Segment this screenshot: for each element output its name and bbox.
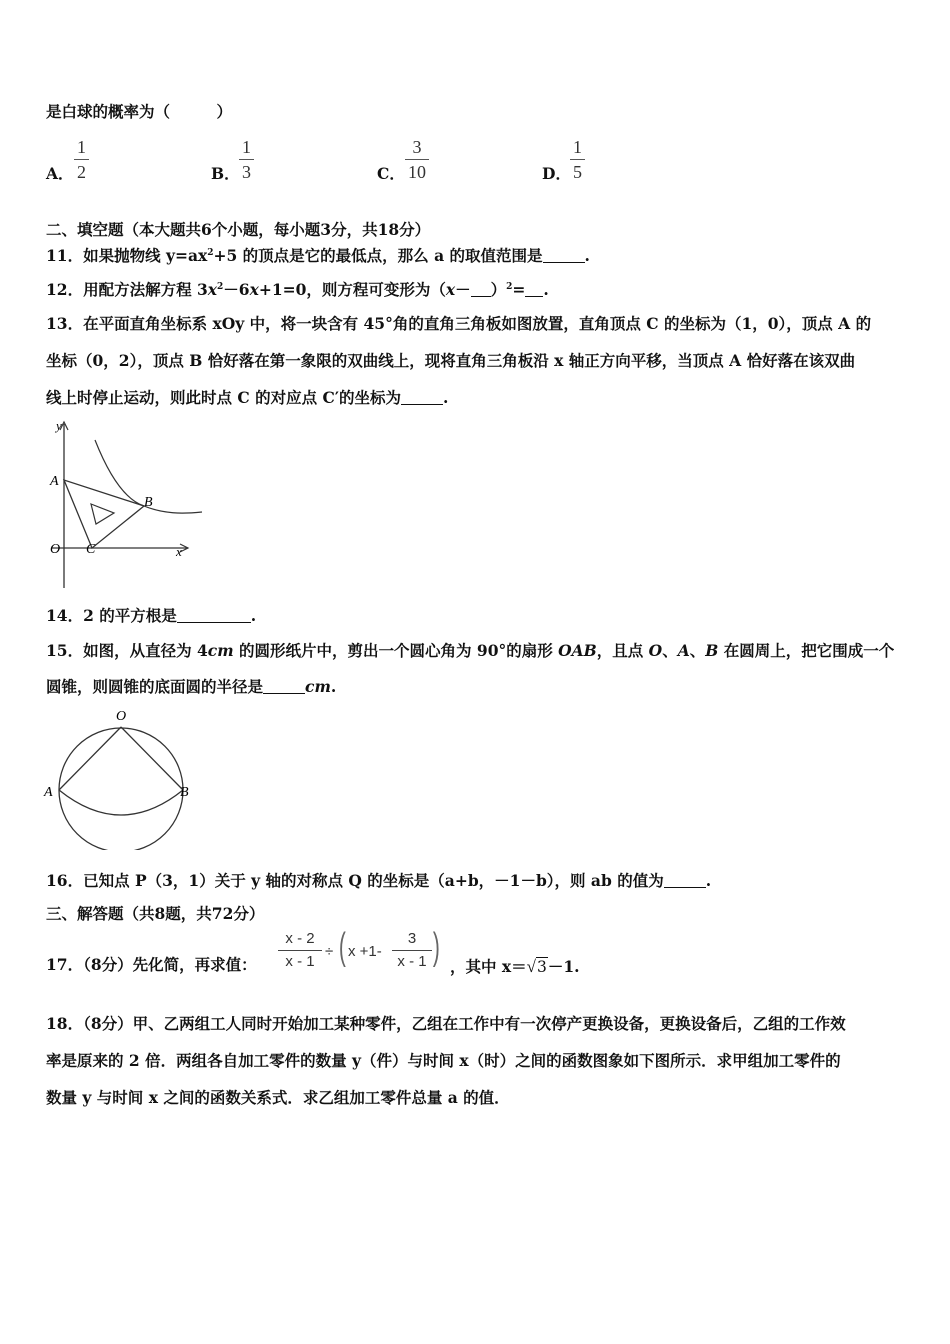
question-17-expression: x - 2 x - 1 ÷ ( x +1- 3 x - 1 ) ，其中 x＝√3－1. bbox=[278, 928, 698, 982]
question-13-line2: 坐标（0，2），顶点 B 恰好落在第一象限的双曲线上，现将直角三角板沿 x 轴正方向平移，当顶点 A 恰好落在该双曲 bbox=[46, 351, 856, 370]
option-fraction: 1 3 bbox=[239, 136, 254, 183]
label-b: B bbox=[144, 495, 153, 510]
label-c: C bbox=[86, 542, 96, 557]
option-fraction: 3 10 bbox=[405, 136, 429, 183]
question-17-text: 17．（8分）先化简，再求值： bbox=[46, 955, 257, 974]
question-18-line1: 18．（8分）甲、乙两组工人同时开始加工某种零件，乙组在工作中有一次停产更换设备，更换设备后，乙组的工作效 bbox=[46, 1014, 846, 1033]
option-label: A． bbox=[46, 164, 74, 183]
arc-ab bbox=[59, 790, 183, 815]
question-18-line2: 率是原来的 2 倍．两组各自加工零件的数量 y（件）与时间 x（时）之间的函数图象如下图所示．求甲组加工零件的 bbox=[46, 1051, 841, 1070]
question-15-line2: 圆锥，则圆锥的底面圆的半径是 cm. bbox=[46, 677, 337, 696]
label-y: y bbox=[56, 418, 62, 433]
section-2-heading: 二、填空题（本大题共6个小题，每小题3分，共18分） bbox=[46, 220, 431, 239]
question-13-line3: 线上时停止运动，则此时点 C 的对应点 C′的坐标为 . bbox=[46, 388, 449, 407]
label-o: O bbox=[116, 709, 127, 724]
triangle-outer bbox=[64, 480, 144, 548]
q10-tail: 是白球的概率为（ ） bbox=[46, 102, 233, 121]
question-15-line1: 15．如图，从直径为 4cm 的圆形纸片中，剪出一个圆心角为 90°的扇形 OAB，且点 O、A、B 在圆周上，把它围成一个 bbox=[46, 641, 895, 660]
option-label: B． bbox=[211, 164, 240, 183]
question-14: 14．2 的平方根是 . bbox=[46, 606, 257, 625]
label-a: A bbox=[50, 474, 59, 489]
question-18-line3: 数量 y 与时间 x 之间的函数关系式．求乙组加工零件总量 a 的值． bbox=[46, 1088, 510, 1107]
label-a: A bbox=[44, 785, 53, 800]
section-3-heading: 三、解答题（共8题，共72分） bbox=[46, 904, 265, 923]
question-11: 11．如果抛物线 $y=ax^2+5$ 的顶点是它的最低点，那么 a 的取值范围是 . bbox=[46, 246, 590, 265]
label-b: B bbox=[180, 785, 189, 800]
figure-15-circle-sector bbox=[40, 705, 200, 850]
option-label: C． bbox=[377, 164, 405, 183]
option-fraction: 1 5 bbox=[570, 136, 585, 183]
option-fraction: 1 2 bbox=[74, 136, 89, 183]
circle bbox=[59, 728, 183, 850]
figure-13-coordinate-graph bbox=[40, 418, 210, 590]
label-o: O bbox=[50, 542, 61, 557]
question-12: 12．用配方法解方程 $3x^2-6x+1=0$，则方程可变形为$(x- )^2=$ . bbox=[46, 280, 549, 299]
label-x: x bbox=[176, 544, 182, 559]
triangle-inner bbox=[91, 504, 114, 524]
option-label: D． bbox=[542, 164, 571, 183]
question-16: 16．已知点 P（3，1）关于 y 轴的对称点 Q 的坐标是（a+b，－1－b），则 ab 的值为 . bbox=[46, 871, 712, 890]
question-13-line1: 13．在平面直角坐标系 xOy 中，将一块含有 45°角的直角三角板如图放置，直角顶点 C 的坐标为（1，0），顶点 A 的 bbox=[46, 314, 872, 333]
